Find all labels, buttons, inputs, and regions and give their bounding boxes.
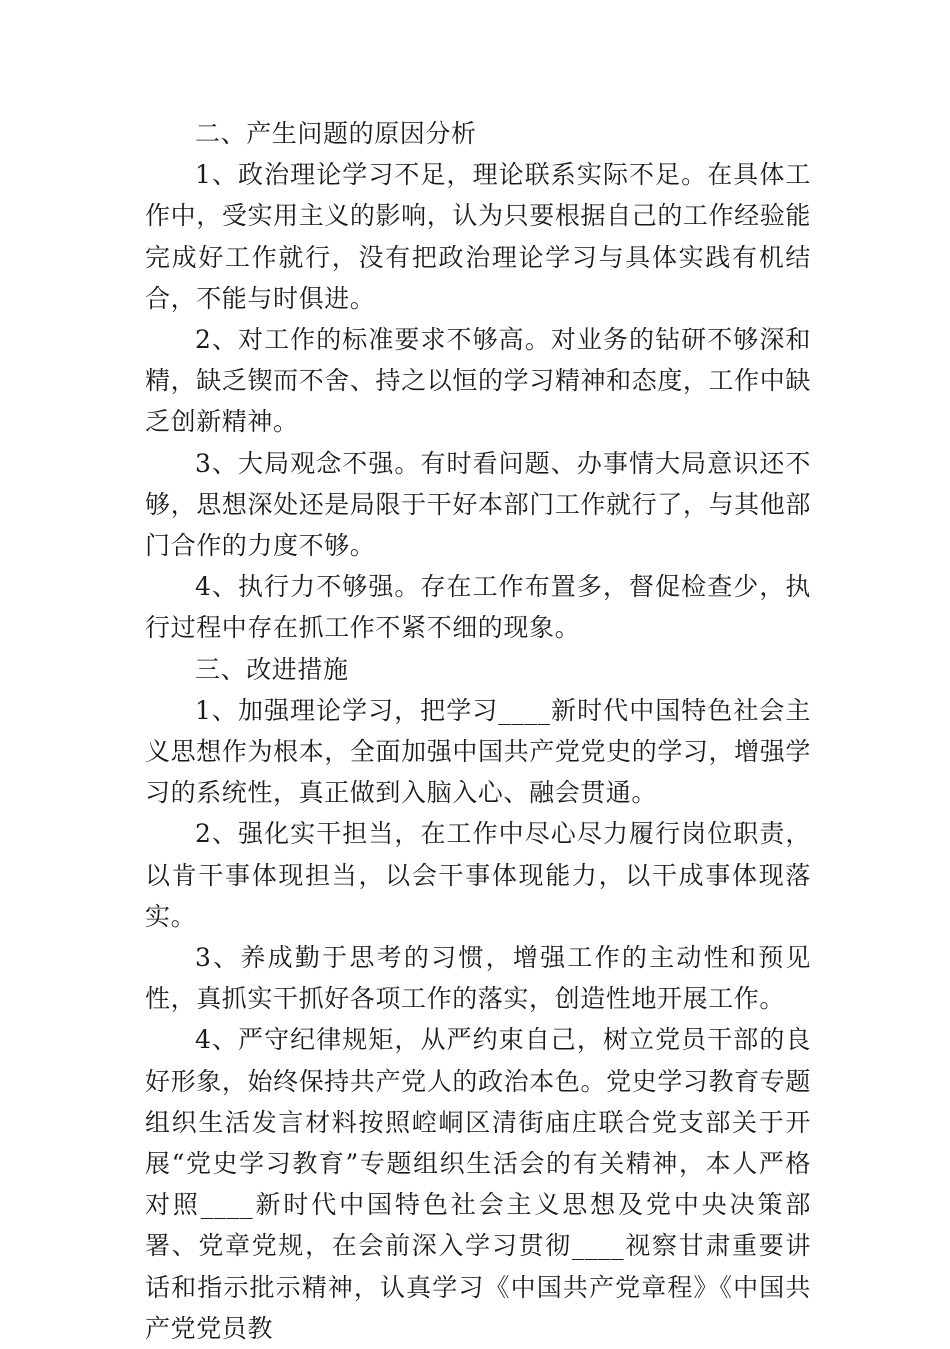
measure-paragraph-4: 4、严守纪律规矩，从严约束自己，树立党员干部的良好形象，始终保持共产党人的政治本色。党史学习教育专题组织生活发言材料按照崆峒区清街庙庄联合党支部关于开展“党史学习教育”专题组织生活会的有关精神，本人严格对照____新时代中国特色社会主义思想及党中央决策部署、党章党规，在会前深入学习贯彻____视察甘肃重要讲话和指示批示精神，认真学习《中国共产党章程》《中国共产党党员教 bbox=[145, 1025, 811, 1343]
cause-paragraph-4: 4、执行力不够强。存在工作布置多，督促检查少，执行过程中存在抓工作不紧不细的现象。 bbox=[145, 572, 811, 643]
measure-paragraph-2: 2、强化实干担当，在工作中尽心尽力履行岗位职责，以肯干事体现担当，以会干事体现能力，以干成事体现落实。 bbox=[145, 819, 811, 931]
section-heading-measures: 三、改进措施 bbox=[195, 654, 349, 684]
document-body bbox=[145, 113, 811, 1349]
cause-paragraph-3: 3、大局观念不强。有时看问题、办事情大局意识还不够，思想深处还是局限于干好本部门工作就行了，与其他部门合作的力度不够。 bbox=[145, 448, 811, 561]
cause-paragraph-1: 1、政治理论学习不足，理论联系实际不足。在具体工作中，受实用主义的影响，认为只要根据自己的工作经验能完成好工作就行，没有把政治理论学习与具体实践有机结合，不能与时俱进。 bbox=[145, 160, 811, 313]
measure-paragraph-3: 3、养成勤于思考的习惯，增强工作的主动性和预见性，真抓实干抓好各项工作的落实，创造性地开展工作。 bbox=[145, 943, 811, 1014]
section-heading-causes: 二、产生问题的原因分析 bbox=[195, 119, 477, 148]
measure-paragraph-1: 1、加强理论学习，把学习____新时代中国特色社会主义思想作为根本，全面加强中国共产党党史的学习，增强学习的系统性，真正做到入脑入心、融会贯通。 bbox=[145, 695, 811, 808]
cause-paragraph-2: 2、对工作的标准要求不够高。对业务的钻研不够深和精，缺乏锲而不舍、持之以恒的学习精神和态度，工作中缺乏创新精神。 bbox=[145, 325, 811, 437]
